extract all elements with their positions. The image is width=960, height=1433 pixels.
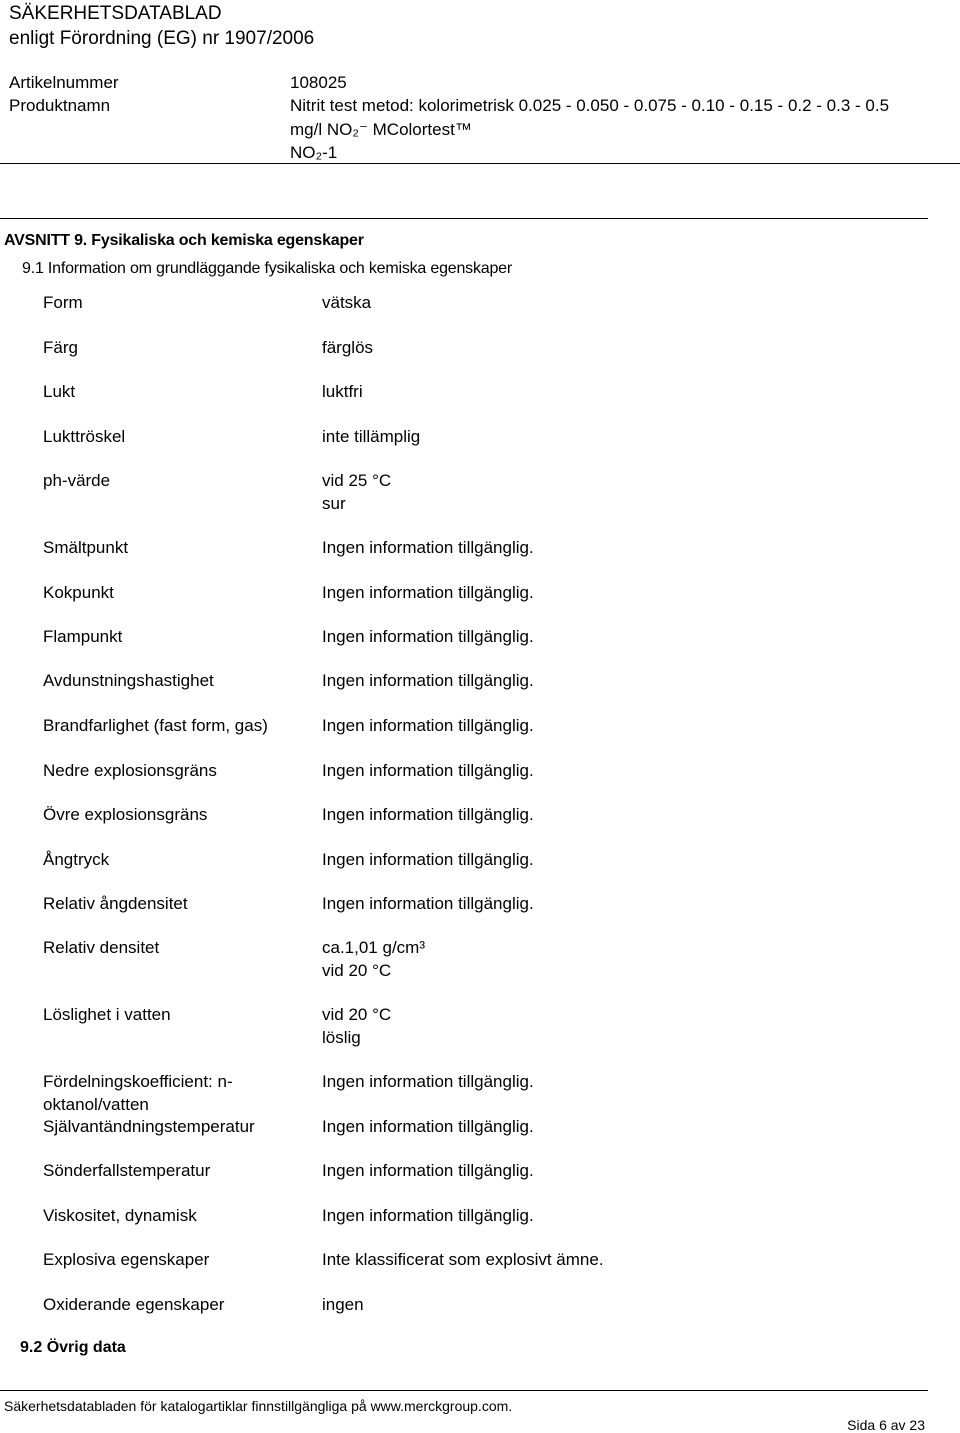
property-value-ph-note: sur xyxy=(322,494,346,513)
property-value-ph: vid 25 °C xyxy=(322,471,392,490)
property-label-sjalvantandning: Självantändningstemperatur xyxy=(43,1117,255,1136)
product-name-line-1: Nitrit test metod: kolorimetrisk 0.025 - 0.050 - 0.075 - 0.10 - 0.15 - 0.2 - 0.3 - 0.5 xyxy=(290,96,890,115)
property-value-loslighet: vid 20 °C xyxy=(322,1005,392,1024)
property-label-farg: Färg xyxy=(43,338,78,357)
property-value-sonderfall: Ingen information tillgänglig. xyxy=(322,1161,534,1180)
product-name-label: Produktnamn xyxy=(9,96,111,115)
property-value-viskositet: Ingen information tillgänglig. xyxy=(322,1206,534,1225)
section-divider xyxy=(0,218,928,219)
property-value-relativ-densitet-note: vid 20 °C xyxy=(322,961,392,980)
article-number-value: 108025 xyxy=(290,73,347,92)
property-value-relativ-angdensitet: Ingen information tillgänglig. xyxy=(322,894,534,913)
product-name-line-2: mg/l NO₂⁻ MColortest™ xyxy=(290,120,472,139)
property-value-farg: färglös xyxy=(322,338,374,357)
property-label-relativ-densitet: Relativ densitet xyxy=(43,938,160,957)
property-label-fordelningskoefficient: Fördelningskoefficient: n- xyxy=(43,1072,233,1091)
property-label-ph: ph-värde xyxy=(43,471,111,490)
property-value-form: vätska xyxy=(322,293,372,312)
product-name-line-3: NO₂-1 xyxy=(290,143,338,162)
property-value-flampunkt: Ingen information tillgänglig. xyxy=(322,627,534,646)
property-label-oxiderande: Oxiderande egenskaper xyxy=(43,1295,225,1314)
property-value-relativ-densitet: ca.1,01 g/cm³ xyxy=(322,938,425,957)
property-label-nedre-explosionsgrans: Nedre explosionsgräns xyxy=(43,761,217,780)
property-value-fordelningskoefficient: Ingen information tillgänglig. xyxy=(322,1072,534,1091)
property-label-viskositet: Viskositet, dynamisk xyxy=(43,1206,197,1225)
property-label-fordelningskoefficient-line-2: oktanol/vatten xyxy=(43,1095,149,1114)
property-value-explosiva: Inte klassificerat som explosivt ämne. xyxy=(322,1250,604,1269)
other-data-title: 9.2 Övrig data xyxy=(20,1339,126,1356)
property-label-form: Form xyxy=(43,293,83,312)
property-value-avdunstning: Ingen information tillgänglig. xyxy=(322,671,534,690)
section-subtitle: 9.1 Information om grundläggande fysikaliska och kemiska egenskaper xyxy=(22,260,512,277)
section-title: AVSNITT 9. Fysikaliska och kemiska egenskaper xyxy=(4,232,364,249)
property-label-avdunstning: Avdunstningshastighet xyxy=(43,671,214,690)
property-label-brandfarlighet: Brandfarlighet (fast form, gas) xyxy=(43,716,268,735)
property-label-lukt: Lukt xyxy=(43,382,76,401)
footer-note: Säkerhetsdatabladen för katalogartiklar finnstillgängliga på www.merckgroup.com. xyxy=(4,1398,513,1414)
property-value-loslighet-note: löslig xyxy=(322,1028,361,1047)
property-label-angtryck: Ångtryck xyxy=(43,850,110,869)
property-label-flampunkt: Flampunkt xyxy=(43,627,123,646)
property-label-ovre-explosionsgrans: Övre explosionsgräns xyxy=(43,805,208,824)
property-label-lukttroskel: Lukttröskel xyxy=(43,427,126,446)
property-value-sjalvantandning: Ingen information tillgänglig. xyxy=(322,1117,534,1136)
page-number: Sida 6 av 23 xyxy=(847,1417,925,1433)
property-value-lukttroskel: inte tillämplig xyxy=(322,427,421,446)
property-label-sonderfall: Sönderfallstemperatur xyxy=(43,1161,211,1180)
property-value-smaltpunkt: Ingen information tillgänglig. xyxy=(322,538,534,557)
property-label-smaltpunkt: Smältpunkt xyxy=(43,538,129,557)
property-value-ovre-explosionsgrans: Ingen information tillgänglig. xyxy=(322,805,534,824)
regulation-subtitle: enligt Förordning (EG) nr 1907/2006 xyxy=(9,28,315,49)
property-label-loslighet: Löslighet i vatten xyxy=(43,1005,171,1024)
property-label-relativ-angdensitet: Relativ ångdensitet xyxy=(43,894,188,913)
header-divider xyxy=(0,163,960,164)
article-number-label: Artikelnummer xyxy=(9,73,119,92)
property-value-kokpunkt: Ingen information tillgänglig. xyxy=(322,583,534,602)
footer-divider xyxy=(0,1390,928,1391)
document-title: SÄKERHETSDATABLAD xyxy=(9,3,222,24)
property-label-kokpunkt: Kokpunkt xyxy=(43,583,114,602)
property-value-brandfarlighet: Ingen information tillgänglig. xyxy=(322,716,534,735)
property-value-angtryck: Ingen information tillgänglig. xyxy=(322,850,534,869)
property-label-explosiva: Explosiva egenskaper xyxy=(43,1250,210,1269)
property-value-oxiderande: ingen xyxy=(322,1295,364,1314)
property-value-nedre-explosionsgrans: Ingen information tillgänglig. xyxy=(322,761,534,780)
property-value-lukt: luktfri xyxy=(322,382,363,401)
